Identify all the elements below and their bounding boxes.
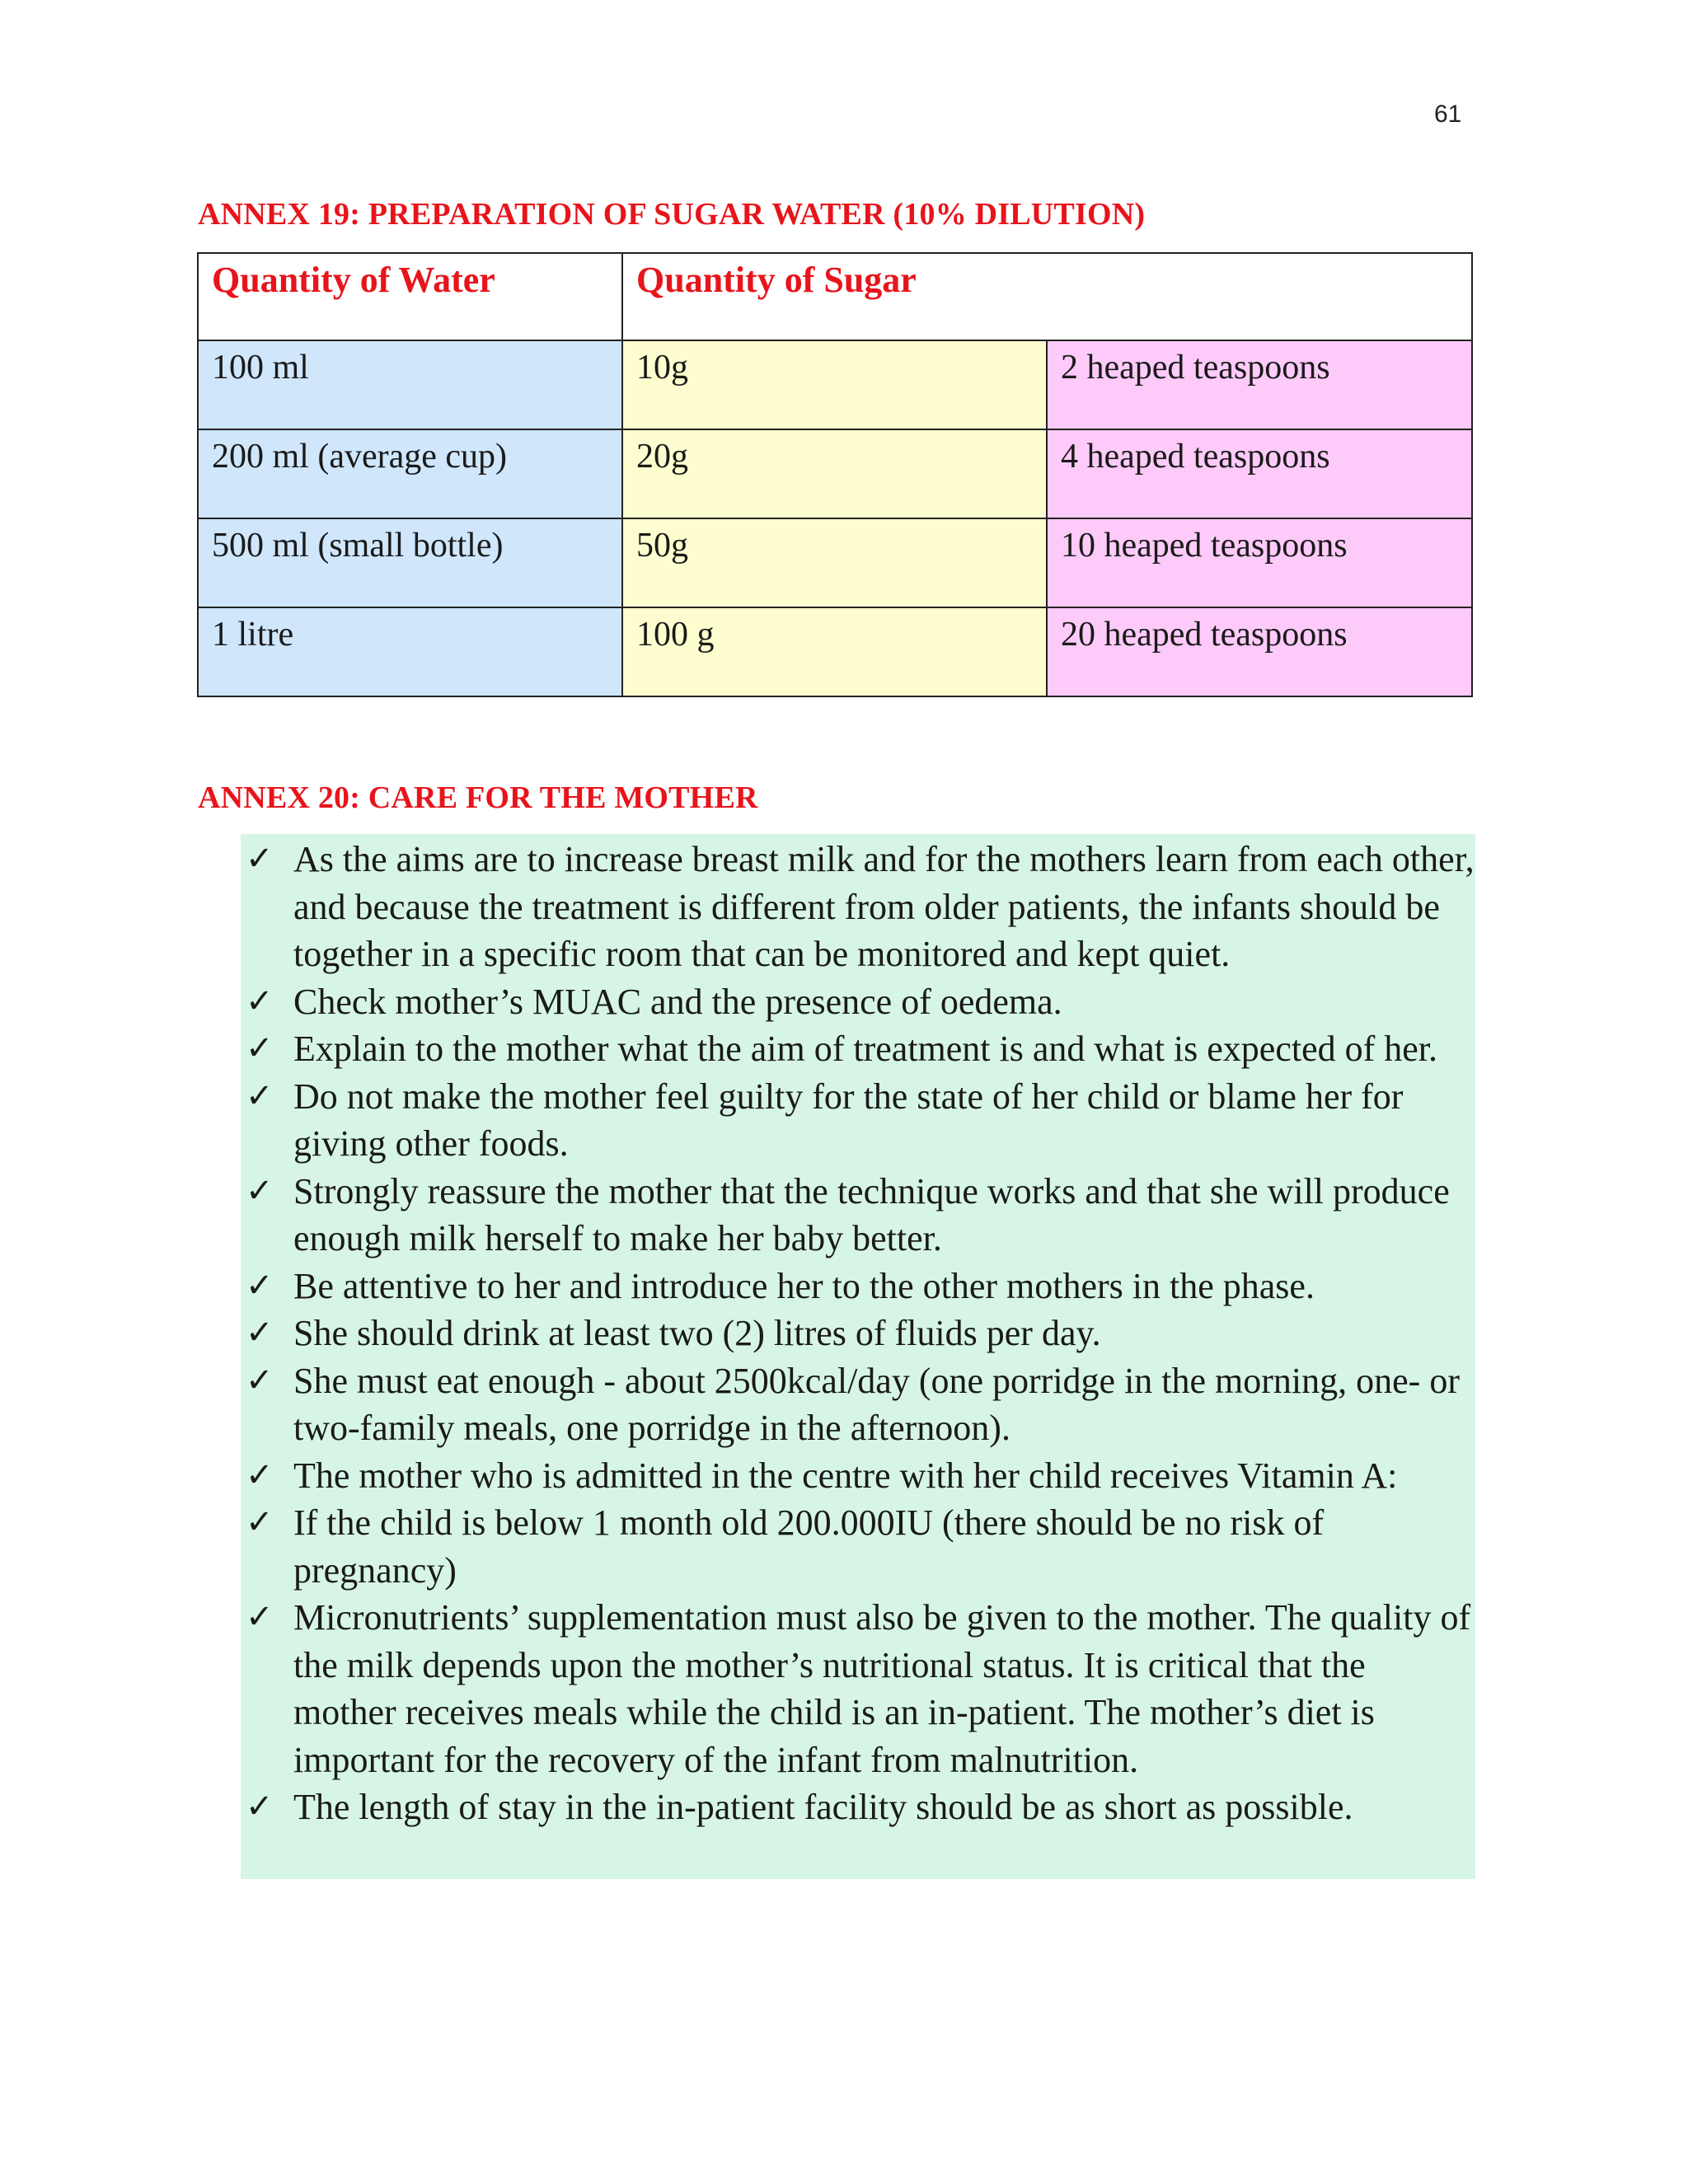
list-item-text: She should drink at least two (2) litres of fluids per day. [293,1313,1101,1353]
list-item-text: As the aims are to increase breast milk and for the mothers learn from each other, and because the treatment is different from older patients, the infants should be together in a specific room that can be monitored and kept quiet. [293,839,1475,974]
list-item-text: She must eat enough - about 2500kcal/day (one porridge in the morning, one- or two-family meals, one porridge in the afternoon). [293,1360,1460,1448]
sugar-water-table [197,252,1473,697]
check-mark-icon: ✓ [246,1171,274,1210]
list-item-text: Do not make the mother feel guilty for the state of her child or blame her for giving other foods. [293,1076,1404,1164]
list-item [241,1263,1477,1310]
check-mark-icon: ✓ [246,1314,274,1352]
check-mark-icon: ✓ [246,1266,274,1305]
sugar-teaspoons-cell: 20 heaped teaspoons [1047,607,1472,696]
list-item-text: If the child is below 1 month old 200.000IU (there should be no risk of pregnancy) [293,1502,1325,1591]
list-item [241,1452,1477,1500]
list-item [241,1357,1477,1452]
table-header-row [198,253,1472,340]
list-item-text: Strongly reassure the mother that the technique works and that she will produce enough milk herself to make her baby better. [293,1170,1450,1258]
annex-19-heading: ANNEX 19: PREPARATION OF SUGAR WATER (10% DILUTION) [198,197,1146,232]
sugar-teaspoons-cell: 4 heaped teaspoons [1047,429,1472,518]
list-item [241,978,1477,1026]
list-item [241,1783,1477,1831]
page-number: 61 [1434,101,1462,128]
list-item-text: Micronutrients’ supplementation must also be given to the mother. The quality of the milk depends upon the mother’s nutritional status. It is critical that the mother receives meals while the child is an in-patient. The mother’s diet is important for the recovery of the infant from malnutrition. [293,1597,1471,1780]
care-for-mother-list [241,836,1477,1831]
check-mark-icon: ✓ [246,1503,274,1541]
list-item-text: Check mother’s MUAC and the presence of oedema. [293,981,1062,1022]
check-mark-icon: ✓ [246,1788,274,1825]
list-item [241,1168,1477,1263]
list-item-text: The mother who is admitted in the centre with her child receives Vitamin A: [293,1455,1398,1496]
water-cell: 200 ml (average cup) [198,429,622,518]
table-row [198,429,1472,518]
check-mark-icon: ✓ [246,982,274,1020]
list-item [241,1025,1477,1073]
list-item [241,1073,1477,1168]
list-item-text: The length of stay in the in-patient facility should be as short as possible. [293,1787,1353,1827]
list-item [241,1499,1477,1594]
check-mark-icon: ✓ [246,1455,274,1494]
check-mark-icon: ✓ [246,1361,274,1399]
annex-20-heading: ANNEX 20: CARE FOR THE MOTHER [198,780,758,815]
sugar-grams-cell: 100 g [622,607,1047,696]
sugar-teaspoons-cell: 2 heaped teaspoons [1047,340,1472,429]
sugar-grams-cell: 20g [622,429,1047,518]
sugar-grams-cell: 10g [622,340,1047,429]
check-mark-icon: ✓ [246,1029,274,1067]
water-cell: 1 litre [198,607,622,696]
list-item [241,1594,1477,1783]
water-cell: 100 ml [198,340,622,429]
sugar-teaspoons-cell: 10 heaped teaspoons [1047,518,1472,607]
check-mark-icon: ✓ [246,1076,274,1115]
check-mark-icon: ✓ [246,1598,274,1636]
table-row [198,518,1472,607]
list-item-text: Be attentive to her and introduce her to the other mothers in the phase. [293,1265,1315,1306]
header-quantity-sugar: Quantity of Sugar [622,253,1472,340]
water-cell: 500 ml (small bottle) [198,518,622,607]
table-row [198,607,1472,696]
sugar-grams-cell: 50g [622,518,1047,607]
list-item-text: Explain to the mother what the aim of treatment is and what is expected of her. [293,1029,1438,1069]
header-quantity-water: Quantity of Water [198,253,622,340]
list-item [241,836,1477,978]
check-mark-icon: ✓ [246,840,274,878]
table-row [198,340,1472,429]
list-item [241,1310,1477,1357]
